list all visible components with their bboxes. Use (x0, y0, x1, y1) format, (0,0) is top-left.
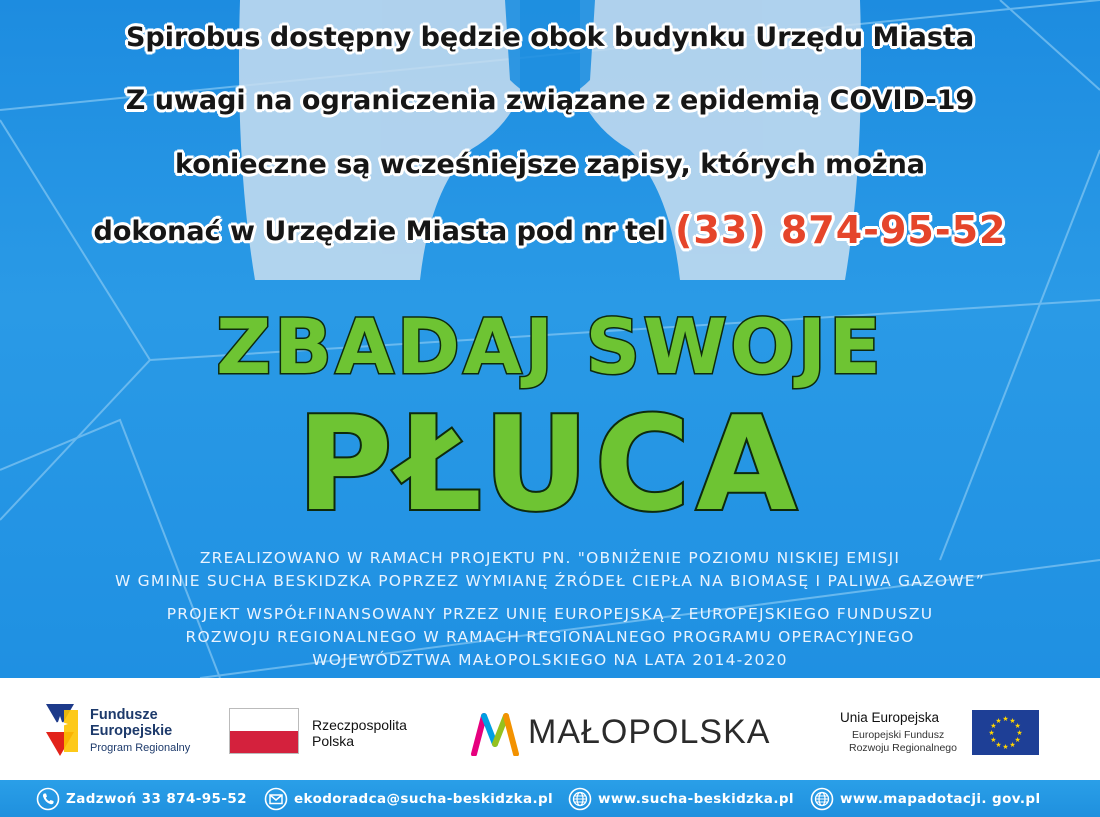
eu-star-icon: ★ (1014, 736, 1021, 744)
logo-band (0, 678, 1100, 780)
eu-star-icon: ★ (995, 716, 1002, 725)
project-line-2: W GMINIE SUCHA BESKIDZKA POPRZEZ WYMIANĘ ŹRÓDEŁ CIEPŁA NA BIOMASĘ I PALIWA GAZOWE” (115, 572, 985, 590)
unia-europejska-logo (838, 708, 1043, 763)
rp-name-2: Polska (312, 733, 355, 749)
eu-star-icon: ★ (988, 729, 995, 737)
eu-star-icon: ★ (1002, 715, 1009, 723)
contact-email-text: ekodoradca@sucha-beskidzka.pl (294, 790, 554, 807)
malopolska-name: MAŁOPOLSKA (528, 713, 771, 751)
info-line-4 (0, 208, 1100, 252)
globe-icon (810, 787, 834, 811)
eu-star-icon: ★ (1002, 743, 1009, 751)
phone-icon (36, 787, 60, 811)
eu-star-icon: ★ (990, 722, 997, 730)
contact-website-2[interactable] (810, 780, 1040, 817)
project-line-5: WOJEWÓDZTWA MAŁOPOLSKIEGO NA LATA 2014-2020 (312, 651, 788, 669)
contact-phone[interactable] (36, 780, 247, 817)
ue-sub-1: Europejski Fundusz (852, 729, 945, 741)
envelope-icon (264, 787, 288, 811)
fundusze-europejskie-logo (44, 702, 194, 760)
eu-star-icon: ★ (1016, 729, 1023, 737)
ue-sub-2: Rozwoju Regionalnego (849, 742, 957, 754)
malopolska-logo (470, 708, 800, 758)
contact-email[interactable] (264, 780, 553, 817)
project-line-3: PROJEKT WSPÓŁFINANSOWANY PRZEZ UNIĘ EUROPEJSKĄ Z EUROPEJSKIEGO FUNDUSZU (166, 605, 934, 623)
ue-name: Unia Europejska (840, 710, 940, 725)
phone-number-highlight: (33) 874-95-52 (675, 208, 1007, 252)
project-line-4: ROZWOJU REGIONALNEGO W RAMACH REGIONALNEGO PROGRAMU OPERACYJNEGO (185, 628, 915, 646)
polish-flag-icon (229, 708, 299, 754)
eu-star-icon: ★ (1009, 741, 1016, 750)
contact-phone-text: Zadzwoń 33 874-95-52 (66, 790, 247, 807)
eu-star-icon: ★ (995, 741, 1002, 750)
fe-title-2: Europejskie (90, 723, 173, 739)
contact-bar (0, 780, 1100, 817)
contact-website-1[interactable] (568, 780, 794, 817)
eu-star-icon: ★ (1009, 716, 1016, 725)
contact-website-1-text: www.sucha-beskidzka.pl (598, 790, 794, 807)
headline-zbadaj-swoje: ZBADAJ SWOJE (216, 302, 884, 391)
eu-star-icon: ★ (990, 736, 997, 744)
headline-pluca: PŁUCA (297, 388, 803, 540)
fe-title-1: Fundusze (90, 707, 158, 723)
fundusze-europejskie-icon (44, 702, 80, 758)
info-line-3: konieczne są wcześniejsze zapisy, których można (174, 149, 926, 180)
rzeczpospolita-polska-logo (229, 708, 439, 758)
project-line-1: ZREALIZOWANO W RAMACH PROJEKTU PN. "OBNIŻENIE POZIOMU NISKIEJ EMISJI (199, 549, 901, 567)
info-line-4-text: dokonać w Urzędzie Miasta pod nr tel (93, 216, 666, 247)
malopolska-m-icon (470, 712, 520, 756)
fe-subtitle: Program Regionalny (90, 742, 191, 754)
eu-stars-icon (972, 710, 1039, 755)
eu-flag-icon (972, 710, 1039, 755)
eu-star-icon: ★ (1014, 722, 1021, 730)
info-line-2: Z uwagi na ograniczenia związane z epidemią COVID-19 (125, 85, 975, 116)
info-line-1: Spirobus dostępny będzie obok budynku Urzędu Miasta (125, 22, 975, 53)
globe-icon (568, 787, 592, 811)
rp-name-1: Rzeczpospolita (312, 717, 407, 733)
contact-website-2-text: www.mapadotacji. gov.pl (840, 790, 1041, 807)
